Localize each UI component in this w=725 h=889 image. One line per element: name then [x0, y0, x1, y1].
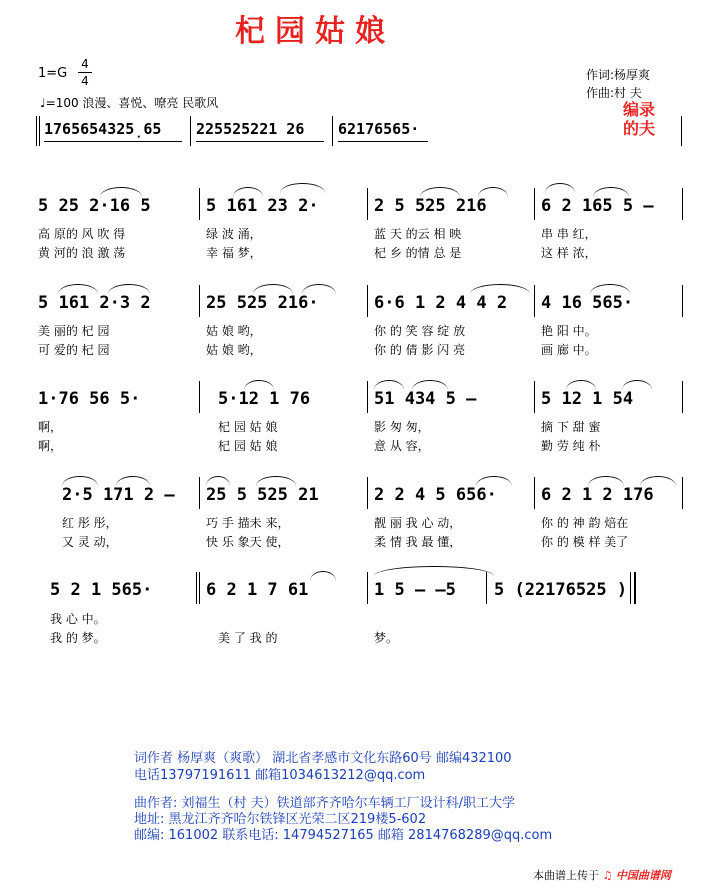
lyric-verse1: 影 匆 匆，: [374, 420, 430, 434]
seal-line-2: 的夫: [622, 119, 655, 138]
composer-info-line: 曲作者: 刘福生（村 夫）铁道部齐齐哈尔车辆工厂设计科/职工大学: [134, 796, 516, 811]
slur: [590, 284, 630, 294]
score-measure: 25 5 525 21: [206, 485, 319, 505]
slur: [62, 476, 98, 486]
barline: [199, 381, 200, 413]
barline: [367, 285, 368, 317]
slur: [412, 380, 448, 390]
slur: [58, 284, 98, 294]
barline: [199, 572, 200, 604]
site-logo-icon: ♫: [602, 869, 613, 882]
slur: [545, 183, 575, 193]
lyric-verse1: 绿 波 涌，: [206, 227, 262, 241]
score-measure: 6 2 165 5 –: [541, 196, 654, 216]
barline: [682, 381, 683, 413]
barline: [332, 116, 333, 146]
lyric-verse1: 串 串 红，: [541, 227, 597, 241]
tempo-marking: ♩=100 浪漫、喜悦、嘹亮 民歌风: [40, 96, 219, 110]
barline: [681, 116, 682, 146]
lyric-verse2: 梦。: [374, 631, 399, 645]
beam-underline: [44, 141, 182, 142]
lyric-verse1: 我 心 中。: [50, 612, 106, 626]
slur: [476, 476, 512, 486]
score-measure: 25 525 216·: [206, 293, 319, 313]
intro-measure: 1765654325̣65: [44, 120, 162, 138]
lyricist-credit: 作词:杨厚爽: [586, 68, 651, 82]
barline: [534, 188, 535, 220]
slur: [478, 187, 508, 197]
barline: [199, 188, 200, 220]
score-measure: 6 2 1 7 61: [206, 580, 309, 600]
slur: [116, 476, 150, 486]
barline: [486, 572, 487, 604]
barline: [190, 116, 191, 146]
barline: [39, 116, 40, 146]
lyric-verse1: 啊，: [38, 420, 63, 434]
score-measure: 5 25 2·16 5: [38, 196, 151, 216]
time-signature-top: 4: [81, 57, 89, 71]
barline: [534, 477, 535, 509]
barline: [199, 477, 200, 509]
composer-contact-line: 邮编: 161002 联系电话: 14794527165 邮箱 2814768289@qq.com: [134, 828, 553, 843]
tie: [374, 566, 494, 576]
lyric-verse2: 你 的 模 样 美了: [541, 535, 629, 549]
slur: [470, 284, 530, 294]
barline: [199, 285, 200, 317]
score-measure: 5 161 2·3 2: [38, 293, 151, 313]
footer-prefix: 本曲谱上传于: [533, 869, 599, 882]
composer-address-line: 地址: 黑龙江齐齐哈尔铁锋区光荣二区219楼5-602: [134, 812, 427, 827]
slur: [108, 284, 150, 294]
score-measure: 5 (22176525 ): [494, 580, 628, 600]
lyric-verse2: 可 爱的 杞 园: [38, 343, 110, 357]
lyricist-info-line: 词作者 杨厚爽（爽歌） 湖北省孝感市文化东路60号 邮编432100: [134, 751, 512, 766]
score-measure: 4 16 565·: [541, 293, 634, 313]
barline: [534, 285, 535, 317]
lyric-verse2: 快 乐 象天 使，: [206, 535, 290, 549]
lyric-verse2: 你 的 倩 影 闪 亮: [374, 343, 466, 357]
upload-footer: [533, 867, 671, 883]
seal-line-1: 编录: [622, 100, 655, 119]
slur: [280, 183, 325, 193]
slur: [588, 476, 624, 486]
lyric-verse1: 艳 阳 中。: [541, 324, 597, 338]
slur: [310, 571, 336, 581]
score-measure: 6 2 1 2 176: [541, 485, 654, 505]
lyric-verse2: 黄 河的 浪 激 荡: [38, 246, 126, 260]
lyric-verse1: 美 丽的 杞 园: [38, 324, 110, 338]
score-measure: 1·76 56 5·: [38, 389, 141, 409]
barline: [367, 381, 368, 413]
author-seal-stamp: [619, 100, 659, 140]
barline: [196, 572, 197, 604]
key-signature: 1=G: [38, 66, 68, 81]
barline: [682, 477, 683, 509]
barline: [682, 188, 683, 220]
slur: [593, 187, 629, 197]
lyric-verse2: 啊，: [38, 439, 63, 453]
barline: [534, 381, 535, 413]
lyric-verse2: 勤 劳 纯 朴: [541, 439, 601, 453]
slur: [374, 380, 404, 390]
slur: [233, 187, 263, 197]
slur: [302, 284, 336, 294]
lyric-verse2: 杞 乡 的情 总 是: [374, 246, 462, 260]
beam-underline: [196, 141, 324, 142]
lyric-verse1: 杞 园 姑 娘: [218, 420, 278, 434]
score-measure: 51 434 5 –: [374, 389, 477, 409]
lyric-verse2: 杞 园 姑 娘: [218, 439, 278, 453]
slur: [206, 476, 230, 486]
site-name-link[interactable]: 中国曲谱网: [615, 869, 671, 882]
lyric-verse2: 意 从 容，: [374, 439, 430, 453]
slur: [420, 187, 460, 197]
lyric-verse2: 美 了 我 的: [218, 631, 278, 645]
lyric-verse1: 你 的 笑 容 绽 放: [374, 324, 466, 338]
lyricist-contact-line: 电话13797191611 邮箱1034613212@qq.com: [134, 768, 426, 783]
lyric-verse1: 姑 娘 哟，: [206, 324, 262, 338]
barline: [367, 188, 368, 220]
lyric-verse2: 姑 娘 哟，: [206, 343, 262, 357]
time-signature-bottom: 4: [78, 72, 92, 89]
lyric-verse2: 我 的 梦。: [50, 631, 106, 645]
barline: [367, 572, 368, 604]
slur: [622, 380, 652, 390]
lyric-verse2: 这 样 浓，: [541, 246, 597, 260]
lyric-verse1: 高 原的 风 吹 得: [38, 227, 126, 241]
score-measure: 2 2 4 5 656·: [374, 485, 497, 505]
slur: [100, 187, 142, 197]
barline: [682, 285, 683, 317]
lyric-verse1: 蓝 天 的云 相 映: [374, 227, 462, 241]
lyric-verse1: 巧 手 描未 来，: [206, 516, 290, 530]
lyric-verse1: 红 彤 彤，: [62, 516, 118, 530]
lyric-verse1: 靓 丽 我 心 动，: [374, 516, 462, 530]
barline: [36, 116, 37, 146]
score-measure: 1 5 – –5: [374, 580, 456, 600]
score-measure: 2·5 171 2 –: [62, 485, 175, 505]
lyric-verse2: 又 灵 动，: [62, 535, 118, 549]
score-measure: 6·6 1 2 4 4 2: [374, 293, 508, 313]
song-title: 杞园姑娘: [235, 14, 395, 49]
score-measure: 2 5 525 216: [374, 196, 487, 216]
score-measure: 5 161 23 2·: [206, 196, 319, 216]
slur: [256, 476, 296, 486]
intro-measure: 62176565·: [338, 120, 420, 138]
lyric-verse2: 画 廊 中。: [541, 343, 597, 357]
score-measure: 5·12 1 76: [218, 389, 311, 409]
lyric-verse2: 柔 情 我 最 懂，: [374, 535, 462, 549]
slur: [244, 380, 274, 390]
time-signature: [78, 56, 92, 89]
lyric-verse1: 你 的 神 韵 焙在: [541, 516, 629, 530]
intro-measure: 225525221 26: [196, 120, 305, 138]
barline: [367, 477, 368, 509]
barline: [634, 572, 636, 604]
beam-underline: [338, 141, 428, 142]
lyric-verse2: 幸 福 梦，: [206, 246, 262, 260]
composer-credit: 作曲:村 夫: [586, 86, 642, 100]
slur: [566, 380, 596, 390]
score-measure: 5 2 1 565·: [50, 580, 153, 600]
slur: [253, 284, 293, 294]
lyric-verse1: 摘 下 甜 蜜: [541, 420, 601, 434]
barline: [630, 572, 631, 604]
slur: [640, 476, 676, 486]
score-measure: 5 12 1 54: [541, 389, 634, 409]
